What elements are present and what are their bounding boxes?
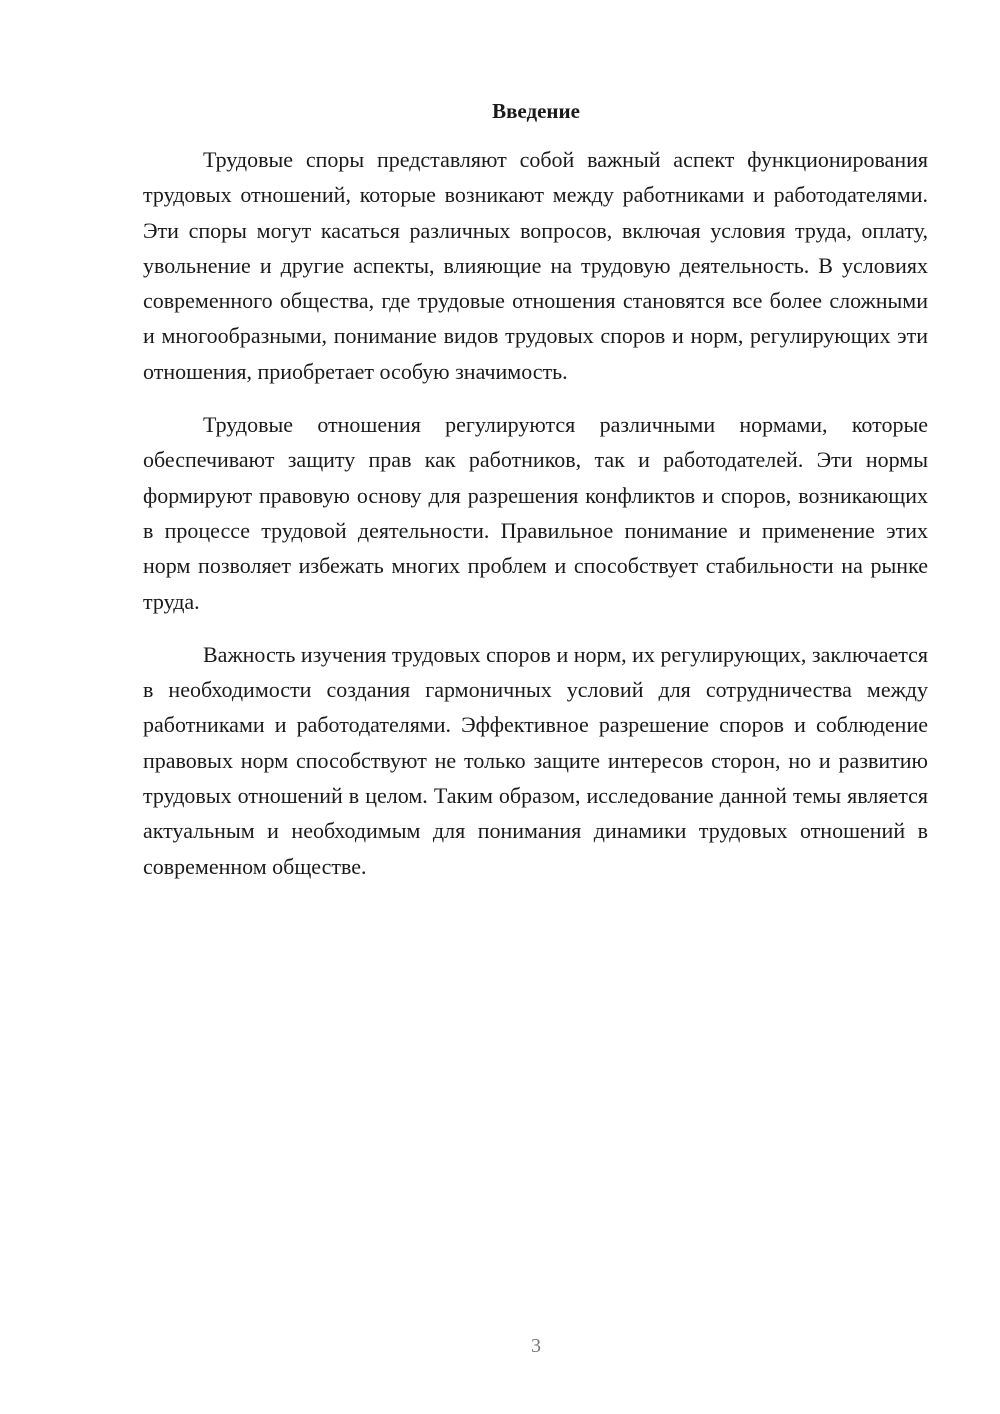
paragraph-2: Трудовые отношения регулируются различными нормами, которые обеспечивают защиту прав как работников, так и работодателей. Эти нормы формируют правовую основу для разрешения конфликтов и споров, возникающих в процессе трудовой деятельности. Правильное понимание и применение этих норм позволяет избежать многих проблем и способствует стабильности на рынке труда. (143, 412, 928, 614)
paragraph-1: Трудовые споры представляют собой важный аспект функционирования трудовых отношений, которые возникают между работниками и работодателями. Эти споры могут касаться различных вопросов, включая условия труда, оплату, увольнение и другие аспекты, влияющие на трудовую деятельность. В условиях современного общества, где трудовые отношения становятся все более сложными и многообразными, понимание видов трудовых споров и норм, регулирующих эти отношения, приобретает особую значимость. (143, 147, 928, 384)
section-heading: Введение (492, 99, 580, 123)
paragraph-3: Важность изучения трудовых споров и норм, их регулирующих, заключается в необходимости создания гармоничных условий для сотрудничества между работниками и работодателями. Эффективное разрешение споров и соблюдение правовых норм способствуют не только защите интересов сторон, но и развитию трудовых отношений в целом. Таким образом, исследование данной темы является актуальным и необходимым для понимания динамики трудовых отношений в современном обществе. (143, 641, 928, 879)
page-number: 3 (531, 1335, 541, 1357)
body-text (143, 142, 928, 902)
